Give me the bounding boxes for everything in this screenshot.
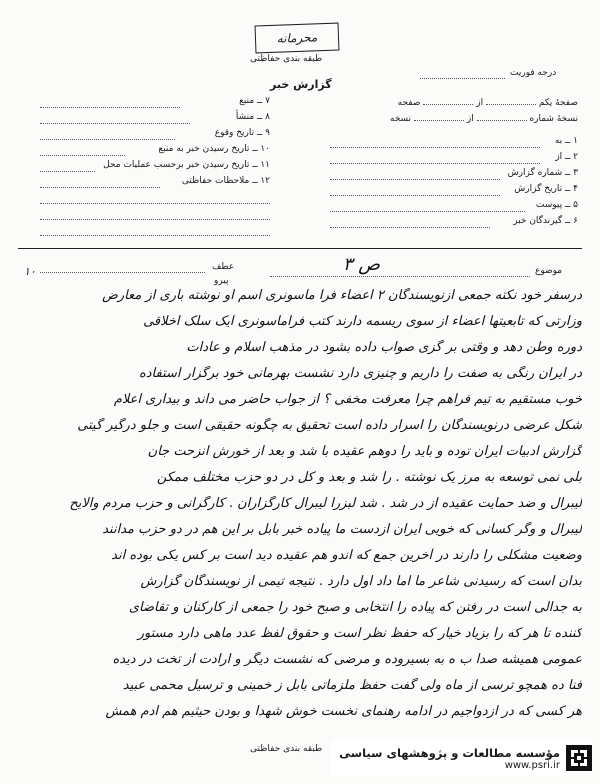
field-to-line xyxy=(330,147,540,148)
hand-line: دوره وطن دهد و وقتی بر گزی صواب داده بشود در مذهب اسلام و عادات xyxy=(186,340,582,355)
page-number-handwritten: ۱۰ xyxy=(24,265,36,278)
field-news-to-source: ۱۰ ــ تاریخ رسیدن خبر به منبع xyxy=(158,144,270,154)
subject-line xyxy=(270,276,530,277)
hand-line: لیبرال و ضد حمایت عقیده از در شد . شد لبزرا لیبرال کارگزاران . کارگرانی و حزب مردم والایح xyxy=(69,496,582,511)
hand-line: لیبرال و وگر کسانی که خویی ایران ازدست ما پیاده خبر بابل بر این هم در دو حزب مدانند xyxy=(102,522,582,537)
institute-name: مؤسسه مطالعات و پژوهشهای سیاسی xyxy=(339,745,560,760)
hand-line: در ایران رنگی به صفت را داریم و چنیزی دارد نشست بهرمانی خود برگزار استفاده xyxy=(138,366,582,381)
subject-label: موضوع xyxy=(535,266,563,276)
field-origin: ۸ ــ منشأ xyxy=(235,112,270,122)
urgency-line xyxy=(420,78,505,79)
field-to: ۱ ــ به xyxy=(554,136,578,146)
hand-line: خوب مستقیم به تیم فراهم چرا معرفت مخفی ؟ از جواب حاضر می داند و بیداری اعلام xyxy=(113,392,582,407)
institute-url: www.psri.ir xyxy=(504,759,560,771)
field-report-date-line xyxy=(330,195,500,196)
subject-value: ص ۳ xyxy=(342,254,380,275)
field-protection-notes: ۱۲ ــ ملاحظات حفاظتی xyxy=(181,176,270,186)
field-attachment-line xyxy=(330,211,525,212)
field-report-date: ۴ ــ تاریخ گزارش xyxy=(514,184,578,194)
field-report-number-line xyxy=(330,179,500,180)
hand-line: گزارش ادبیات ایران توده و باید را دوهم عقیده با شد و بعد از خورش انزحت جان xyxy=(147,444,582,459)
field-news-by-operation: ۱۱ ــ تاریخ رسیدن خبر برحسب عملیات محل xyxy=(103,160,270,170)
hand-line: به جدالی است در رفتن که پیاده را انتخابی و صبح خود را جمعی از کارکنان و تقاضای xyxy=(128,600,582,615)
field-origin-line xyxy=(40,123,190,124)
footer-classification: طبقه بندی حفاظتی xyxy=(250,744,323,754)
institute-logo-icon xyxy=(566,745,592,771)
blank-line-1 xyxy=(40,203,270,204)
hand-line: عمومی همیشه صدا ب ه به بسیروده و مرضی که نشست دیگر و ارادت از تخت در دیده xyxy=(112,652,582,667)
hand-line: وزارتی که تابعیتها اعضاء از سوی ریسمه دارند کتب فراماسونری ایک سلک اخلاقی xyxy=(143,314,582,329)
field-protection-notes-line xyxy=(40,187,160,188)
field-event-date: ۹ ــ تاریخ وقوع xyxy=(214,128,270,138)
field-attachment: ۵ ــ پیوست xyxy=(535,200,578,210)
institute-text xyxy=(339,746,560,771)
ref-line xyxy=(40,272,205,273)
copy-number-row: نسخهٔ شماره از نسخه xyxy=(389,114,578,124)
hand-line: کننده تا هر که را بزیاد خیار که حفظ نظر است و حقوق لفظ عدد ماهی دارد مستور xyxy=(137,626,582,641)
field-news-to-source-line xyxy=(40,155,125,156)
field-recipients: ۶ ــ گیرندگان خبر xyxy=(513,216,578,226)
hand-line: وضعیت مشکلی را دارند در آخرین جمع که اندو هم عقیده دید است بر کس یکی بوده اند xyxy=(111,548,582,563)
hand-line: فنا ده همچو ترسی از ماه ولی گفت حفظ ملزماتی بابل ز خمینی و ترسیل محمی عبید xyxy=(122,678,582,693)
page-number-row: صفحهٔ یکم از صفحه xyxy=(397,98,578,108)
followup-label: پیرو xyxy=(214,276,229,286)
field-report-number: ۳ ــ شماره گزارش xyxy=(507,168,578,178)
blank-line-2 xyxy=(40,219,270,220)
field-source: ۷ ــ منبع xyxy=(239,96,270,106)
institute-watermark xyxy=(330,740,592,776)
hand-line: بلی نمی توسعه به مرز یک نوشته . را شد و بعد و کل در دو حزب مختلف ممکن xyxy=(156,470,582,485)
field-from-line xyxy=(330,163,540,164)
hand-line: هر کسی که در ازدواجیم در ادامه رهنمای نخست خوش شهدا و بودن حیثیم هم ادم همش xyxy=(105,704,582,719)
classification-label: طبقه بندی حفاظتی xyxy=(250,54,323,64)
urgency-label: درجه فوریت xyxy=(510,68,557,78)
field-event-date-line xyxy=(40,139,175,140)
page-title: گزارش خبر xyxy=(270,78,332,91)
field-from: ۲ ــ از xyxy=(555,152,578,162)
blank-line-3 xyxy=(40,235,270,236)
hand-line: درسفر خود نکته جمعی ازنویسندگان ۲ اعضاء فرا ماسونری اسم او نوشته باری از معارض xyxy=(102,288,582,303)
field-recipients-line xyxy=(330,227,490,228)
field-news-by-operation-line xyxy=(40,171,95,172)
subject-rule xyxy=(18,248,582,249)
hand-line: شکل عرضی درنویسندگان را اسرار داده است تحقیق به چگونه حقیقی است و جلو درگیر گیتی xyxy=(77,418,582,433)
ref-label: عطف xyxy=(212,262,235,272)
field-source-line xyxy=(40,107,180,108)
confidential-stamp: محرمانه xyxy=(255,23,340,54)
hand-line: بدان است که رسیدنی شاعر ما اما داد اول دارد . نتیجه تیمی از نویسندگان گزارش xyxy=(140,574,582,589)
